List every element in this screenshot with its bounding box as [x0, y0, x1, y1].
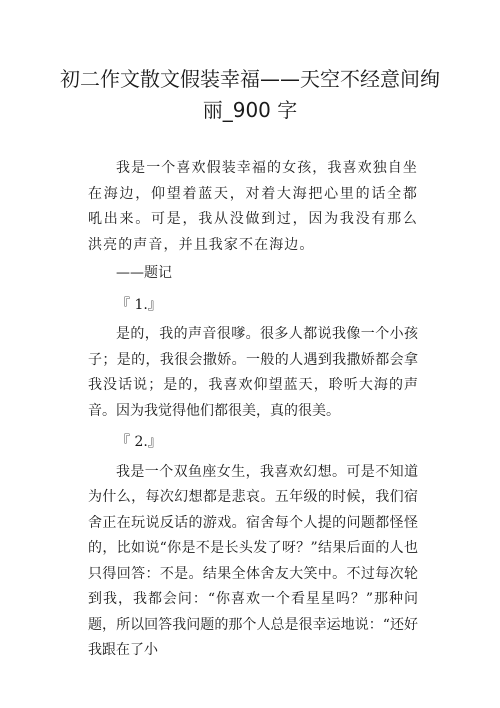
document-title: 初二作文散文假装幸福——天空不经意间绚丽_900 字 — [60, 67, 440, 122]
section-1-marker: 『 1.』 — [116, 296, 162, 313]
inscription-line: ——题记 — [116, 265, 172, 281]
document-body — [88, 156, 418, 664]
section-1-paragraph: 是的，我的声音很嗲。很多人都说我像一个小孩子；是的，我很会撒娇。一般的人遇到我撒娇都会拿我没话说；是的，我喜欢仰望蓝天，聆听大海的声音。因为我觉得他们都很美，真的很美。 — [88, 326, 418, 419]
section-2-paragraph: 我是一个双鱼座女生，我喜欢幻想。可是不知道为什么，每次幻想都是悲哀。五年级的时候，我们宿舍正在玩说反话的游戏。宿舍每个人提的问题都怪怪的，比如说“你是不是长头发了呀？”结果后面的人也只得回答：不是。结果全体舍友大笑中。不过每次轮到我，我都会问：“你喜欢一个看星星吗？”那种问题，所以回答我问题的那个人总是很幸运地说：“还好我跟在了小 — [88, 463, 418, 658]
section-2-marker: 『 2.』 — [116, 434, 162, 450]
intro-paragraph: 我是一个喜欢假装幸福的女孩，我喜欢独自坐在海边，仰望着蓝天，对着大海把心里的话全都吼出来。可是，我从没做到过，因为我没有那么洪亮的声音，并且我家不在海边。 — [88, 160, 418, 253]
